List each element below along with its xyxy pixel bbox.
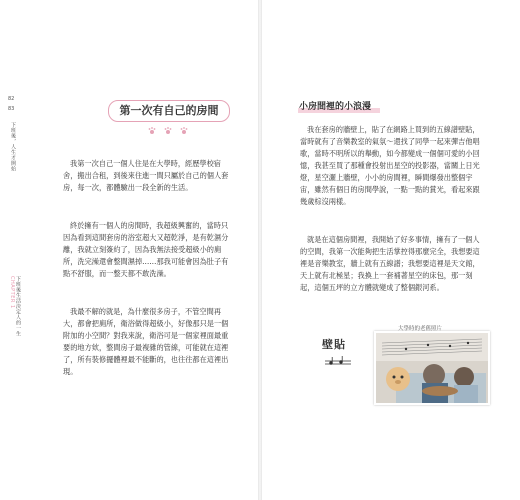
right-paragraph-2: 就是在這個房間裡，我開始了好多事情，擁有了一個人的空間，我第一次能夠把生活掌控得那麼完全，我想要這裡是音樂教室，牆上就有五線譜；我想要這裡是天文館，天上就有北極星；我換上一套補著星空的床包，那一刻起，這個五坪的立方體就變成了整個銀河系。	[300, 235, 480, 292]
photo-caption: 大學時的老舊照片	[398, 326, 443, 332]
paw-prints-icon	[146, 126, 196, 136]
chapter-title: 第一次有自己的房間	[119, 104, 219, 117]
dorm-photo	[374, 331, 490, 405]
left-paragraph-1: 我第一次自己一個人住是在大學時，經歷學校宿舍，搬出合租，到後來住進一間只屬於自己的個人套房，每一次，都體驗出一段全新的生活。	[63, 159, 229, 192]
left-paragraph-2: 終於擁有一個人的房間時，我超級興奮的，當時只因為看到這間套房的浴室超大又超乾淨，是有乾濕分離，我就立刻簽約了，因為我無法接受超級小的廁所，洗完澡還會整間濕掉……那我可能會因為肚子有點不舒服，而一整天都不敢洗澡。	[63, 221, 229, 278]
page-number-right: 83	[8, 106, 15, 112]
section-title: 小房間裡的小浪漫	[299, 102, 372, 112]
sticker-label: 壁貼	[322, 338, 346, 351]
side-chapter-title: 下班後生活決定人的一生	[15, 276, 21, 337]
book-gutter	[258, 0, 262, 500]
music-notes-icon	[323, 355, 353, 367]
side-chapter-latin: CHAPTER 1	[9, 276, 15, 309]
side-running-title: 下班後，人生才開始	[10, 122, 16, 172]
left-paragraph-3: 我最不解的就是，為什麼很多房子，不管空間再大，都會把廁所，衛浴做得超級小，好像那只是一個附加的小空間？對我來說，衛浴可是一個家裡面最重要的地方欸，整間房子最複雜的管線，可能就在這裡了，所有裝修擺體裡最不能斷的，也往往都在這裡出現。	[63, 307, 229, 376]
chapter-title-box	[108, 100, 230, 122]
photo-image	[376, 333, 488, 403]
right-paragraph-1: 我在套房的牆壁上，貼了在網路上買到的五線譜壁貼，當時就有了音樂教室的氣氛～還找了同學一起來彈吉他唱歌，當時不明所以的舉動，如今都變成一個個可愛的小回憶，我甚至買了那種會投射出星空的投影器，當關上日光燈，星空灑上牆壁，小小的房間裡，瞬間爆發出整個宇宙，雖然有個日的房間學說，一點一點的賞光，看起來跟幾歲棕沒兩樣。	[300, 125, 480, 206]
page-number-left: 82	[8, 96, 15, 102]
